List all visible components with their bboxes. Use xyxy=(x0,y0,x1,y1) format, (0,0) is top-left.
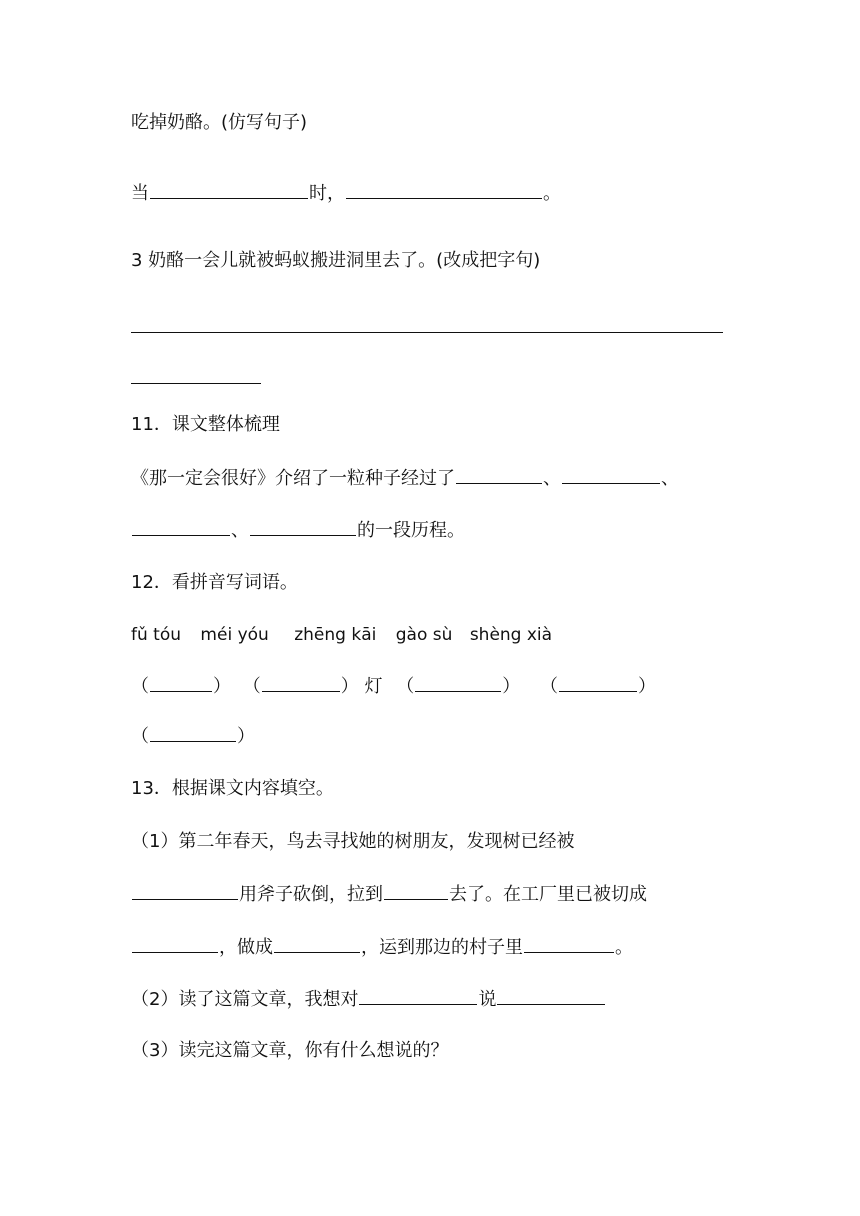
answer-blank-5[interactable] xyxy=(150,723,236,742)
q10-blank-2[interactable] xyxy=(346,180,542,199)
q11-text: 《那一定会很好》介绍了一粒种子经过了 xyxy=(131,468,455,489)
q11-blank-4[interactable] xyxy=(250,517,356,536)
pinyin-4: gào sù xyxy=(395,625,453,645)
q13-p2: （2）读了这篇文章，我想对 说 xyxy=(131,986,606,1013)
q11-sep-3: 、 xyxy=(231,520,249,541)
answer-blank-2[interactable] xyxy=(262,673,340,692)
q10-when: 当 xyxy=(131,183,149,204)
answer-blank-4[interactable] xyxy=(559,673,637,692)
answer-box-3: （ ） xyxy=(396,673,520,700)
answer-box-1: （ ） xyxy=(131,673,231,700)
q13-p1-line-3: ，做成 ，运到那边的村子里 。 xyxy=(131,934,633,961)
q13-blank-7[interactable] xyxy=(497,986,605,1005)
pinyin-2: méi yóu xyxy=(200,625,269,645)
answer-blank-3[interactable] xyxy=(415,673,501,692)
answer-box-2: （ ） xyxy=(243,673,359,700)
q10-ba-sentence-prompt: 3 奶酪一会儿就被蚂蚁搬进洞里去了。(改成把字句) xyxy=(131,250,541,271)
q12-pinyin-row xyxy=(131,622,552,648)
q12-title: 12．看拼音写词语。 xyxy=(131,572,298,593)
q11-sep-1: 、 xyxy=(543,468,561,489)
q10-answer-line-1[interactable] xyxy=(131,332,723,333)
q10-imitate-sentence xyxy=(131,180,561,207)
q10-time: 时， xyxy=(309,183,345,204)
q10-line-1: 吃掉奶酪。(仿写句子) xyxy=(131,112,308,133)
q11-sep-2: 、 xyxy=(661,468,679,489)
q11-blank-3[interactable] xyxy=(132,517,230,536)
lamp-char: 灯 xyxy=(364,676,383,697)
q11-title: 11．课文整体梳理 xyxy=(131,414,280,435)
q10-blank-1[interactable] xyxy=(150,180,308,199)
q10-answer-line-2[interactable] xyxy=(131,383,261,384)
q13-blank-2[interactable] xyxy=(384,881,448,900)
q10-end: 。 xyxy=(543,183,561,204)
q11-blank-1[interactable] xyxy=(456,465,542,484)
pinyin-5: shèng xià xyxy=(469,625,553,645)
q13-p1-line-2: 用斧子砍倒，拉到 去了。在工厂里已被切成 xyxy=(131,881,647,908)
answer-box-5: （ ） xyxy=(131,723,255,750)
q13-blank-3[interactable] xyxy=(132,934,218,953)
pinyin-1: fǔ tóu xyxy=(131,625,182,645)
q12-answer-row-1 xyxy=(131,673,656,700)
pinyin-3: zhēng kāi xyxy=(294,625,377,645)
q13-p3: （3）读完这篇文章，你有什么想说的？ xyxy=(131,1040,449,1061)
q11-end: 的一段历程。 xyxy=(357,520,465,541)
q13-blank-1[interactable] xyxy=(132,881,238,900)
q13-blank-6[interactable] xyxy=(359,986,477,1005)
q11-line-2 xyxy=(131,517,465,544)
q13-blank-5[interactable] xyxy=(524,934,614,953)
q13-blank-4[interactable] xyxy=(274,934,360,953)
q12-answer-row-2 xyxy=(131,723,255,750)
answer-box-4: （ ） xyxy=(540,673,656,700)
q13-title: 13．根据课文内容填空。 xyxy=(131,778,334,799)
q11-blank-2[interactable] xyxy=(562,465,660,484)
q11-line-1 xyxy=(131,465,679,492)
q13-p1-line-1: （1）第二年春天，鸟去寻找她的树朋友，发现树已经被 xyxy=(131,831,575,852)
answer-blank-1[interactable] xyxy=(150,673,212,692)
